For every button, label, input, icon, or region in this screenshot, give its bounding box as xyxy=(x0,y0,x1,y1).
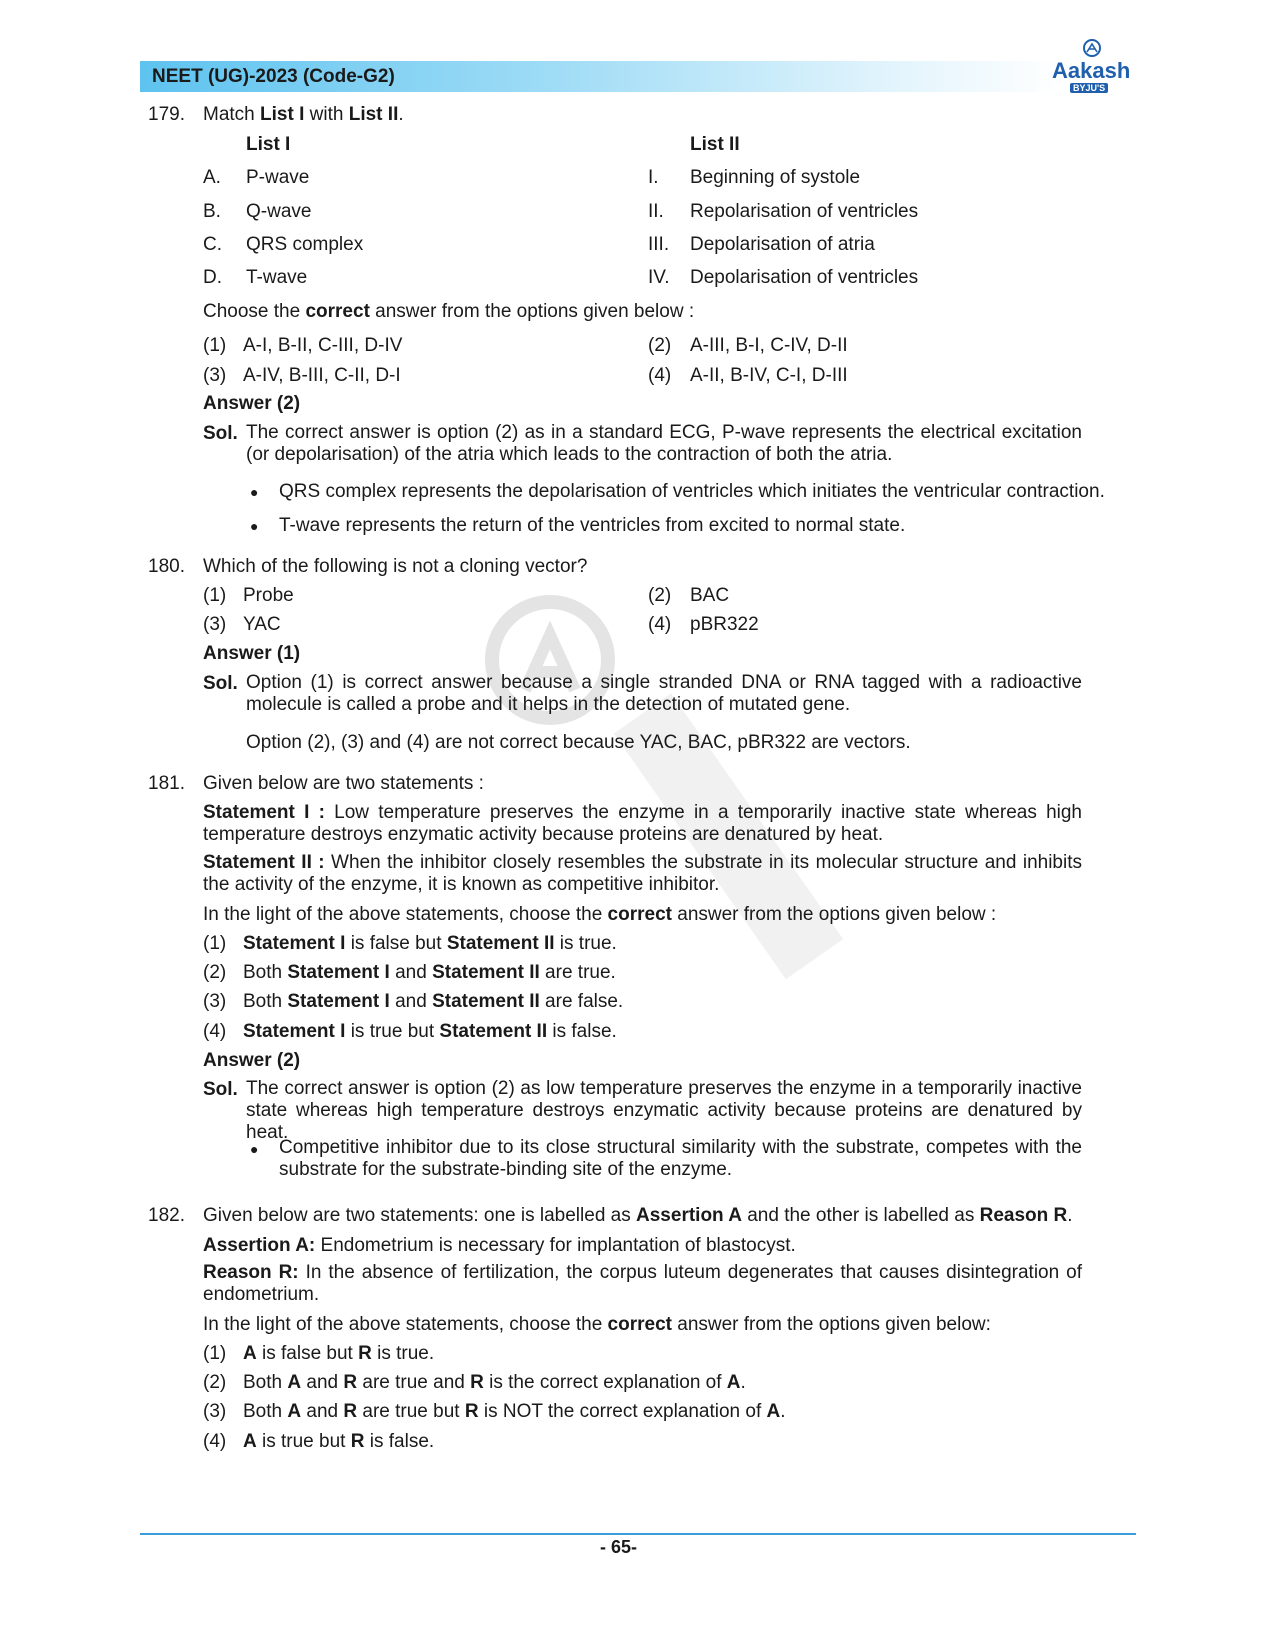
list-value: Beginning of systole xyxy=(690,167,861,188)
assertion: Assertion A: Endometrium is necessary for implantation of blastocyst. xyxy=(203,1235,796,1256)
list-value: T-wave xyxy=(246,267,308,288)
solution-bullet: T-wave represents the return of the ventricles from excited to normal state. xyxy=(279,515,906,536)
brand-name: Aakash xyxy=(1052,58,1131,83)
question-prompt: Given below are two statements: one is labelled as Assertion A and the other is labelled as Reason R. xyxy=(203,1205,1073,1226)
solution-label: Sol. xyxy=(203,1079,238,1100)
option-text: A-IV, B-III, C-II, D-I xyxy=(243,365,401,386)
footer-divider xyxy=(140,1533,1136,1535)
bullet-icon: ● xyxy=(250,1141,259,1157)
option-text: A is false but R is true. xyxy=(243,1343,435,1364)
option-number: (2) xyxy=(203,1372,227,1393)
option-text: A-I, B-II, C-III, D-IV xyxy=(243,335,403,356)
list-key: C. xyxy=(203,234,222,255)
list2-heading: List II xyxy=(690,134,740,155)
option-number: (3) xyxy=(203,365,227,386)
option-number: (4) xyxy=(648,365,672,386)
option-text: Both Statement I and Statement II are false. xyxy=(243,991,624,1012)
list-key: I. xyxy=(648,167,659,188)
choose-instruction: In the light of the above statements, choose the correct answer from the options given below : xyxy=(203,904,997,925)
solution-text: The correct answer is option (2) as low temperature preserves the enzyme in a temporarily inactive state whereas high temperature destroys enzymatic activity because proteins are denatured by heat. xyxy=(246,1078,1082,1143)
choose-instruction: In the light of the above statements, choose the correct answer from the options given below: xyxy=(203,1314,991,1335)
option-text: Statement I is true but Statement II is false. xyxy=(243,1021,617,1042)
option-text: Probe xyxy=(243,585,294,606)
solution-bullet: Competitive inhibitor due to its close structural similarity with the substrate, competes with the substrate for the substrate-binding site of the enzyme. xyxy=(279,1137,1082,1180)
option-number: (2) xyxy=(648,585,672,606)
statement-1: Statement I : Low temperature preserves the enzyme in a temporarily inactive state whereas high temperature destroys enzymatic activity because proteins are denatured by heat. xyxy=(203,802,1082,845)
list-key: B. xyxy=(203,201,221,222)
option-number: (1) xyxy=(203,933,227,954)
option-number: (1) xyxy=(203,1343,227,1364)
question-prompt: Given below are two statements : xyxy=(203,773,484,794)
answer-label: Answer (2) xyxy=(203,393,301,414)
option-number: (4) xyxy=(203,1431,227,1452)
list-value: Q-wave xyxy=(246,201,312,222)
option-text: YAC xyxy=(243,614,281,635)
option-text: A-III, B-I, C-IV, D-II xyxy=(690,335,848,356)
question-number: 180. xyxy=(148,556,185,577)
question-number: 181. xyxy=(148,773,185,794)
list-value: Depolarisation of ventricles xyxy=(690,267,919,288)
solution-text-2: Option (2), (3) and (4) are not correct because YAC, BAC, pBR322 are vectors. xyxy=(246,732,911,753)
option-number: (3) xyxy=(203,991,227,1012)
option-text: A-II, B-IV, C-I, D-III xyxy=(690,365,848,386)
list-key: D. xyxy=(203,267,222,288)
answer-label: Answer (1) xyxy=(203,643,301,664)
option-number: (1) xyxy=(203,585,227,606)
option-text: Both A and R are true but R is NOT the correct explanation of A. xyxy=(243,1401,786,1422)
answer-label: Answer (2) xyxy=(203,1050,301,1071)
option-text: Statement I is false but Statement II is true. xyxy=(243,933,617,954)
question-prompt: Which of the following is not a cloning vector? xyxy=(203,556,588,577)
solution-label: Sol. xyxy=(203,673,238,694)
option-text: Both A and R are true and R is the correct explanation of A. xyxy=(243,1372,746,1393)
question-number: 179. xyxy=(148,104,185,125)
list-key: II. xyxy=(648,201,664,222)
option-text: A is true but R is false. xyxy=(243,1431,435,1452)
option-text: BAC xyxy=(690,585,730,606)
choose-instruction: Choose the correct answer from the options given below : xyxy=(203,301,695,322)
list-value: Repolarisation of ventricles xyxy=(690,201,919,222)
question-number: 182. xyxy=(148,1205,185,1226)
option-number: (4) xyxy=(203,1021,227,1042)
list-key: IV. xyxy=(648,267,670,288)
list-key: III. xyxy=(648,234,670,255)
list-key: A. xyxy=(203,167,221,188)
solution-text: The correct answer is option (2) as in a standard ECG, P-wave represents the electrical excitation (or depolarisation) of the atria which leads to the contraction of both the atria. xyxy=(246,422,1082,465)
option-number: (1) xyxy=(203,335,227,356)
page-header-title: NEET (UG)-2023 (Code-G2) xyxy=(152,66,395,87)
solution-label: Sol. xyxy=(203,423,238,444)
option-number: (3) xyxy=(203,1401,227,1422)
option-number: (2) xyxy=(203,962,227,983)
list-value: Depolarisation of atria xyxy=(690,234,875,255)
solution-bullet: QRS complex represents the depolarisation of ventricles which initiates the ventricular contraction. xyxy=(279,481,1105,502)
statement-2: Statement II : When the inhibitor closely resembles the substrate in its molecular structure and inhibits the activity of the enzyme, it is known as competitive inhibitor. xyxy=(203,852,1082,895)
option-text: pBR322 xyxy=(690,614,759,635)
reason: Reason R: In the absence of fertilization, the corpus luteum degenerates that causes disintegration of endometrium. xyxy=(203,1262,1082,1305)
page-number: - 65- xyxy=(600,1537,638,1557)
list1-heading: List I xyxy=(246,134,291,155)
bullet-icon: ● xyxy=(250,518,259,534)
option-text: Both Statement I and Statement II are true. xyxy=(243,962,616,983)
brand-sub: BYJU'S xyxy=(1070,83,1108,93)
question-prompt: Match List I with List II. xyxy=(203,104,404,125)
solution-text: Option (1) is correct answer because a single stranded DNA or RNA tagged with a radioactive molecule is called a probe and it helps in the detection of mutated gene. xyxy=(246,672,1082,715)
option-number: (4) xyxy=(648,614,672,635)
list-value: QRS complex xyxy=(246,234,364,255)
option-number: (3) xyxy=(203,614,227,635)
list-value: P-wave xyxy=(246,167,310,188)
bullet-icon: ● xyxy=(250,484,259,500)
option-number: (2) xyxy=(648,335,672,356)
